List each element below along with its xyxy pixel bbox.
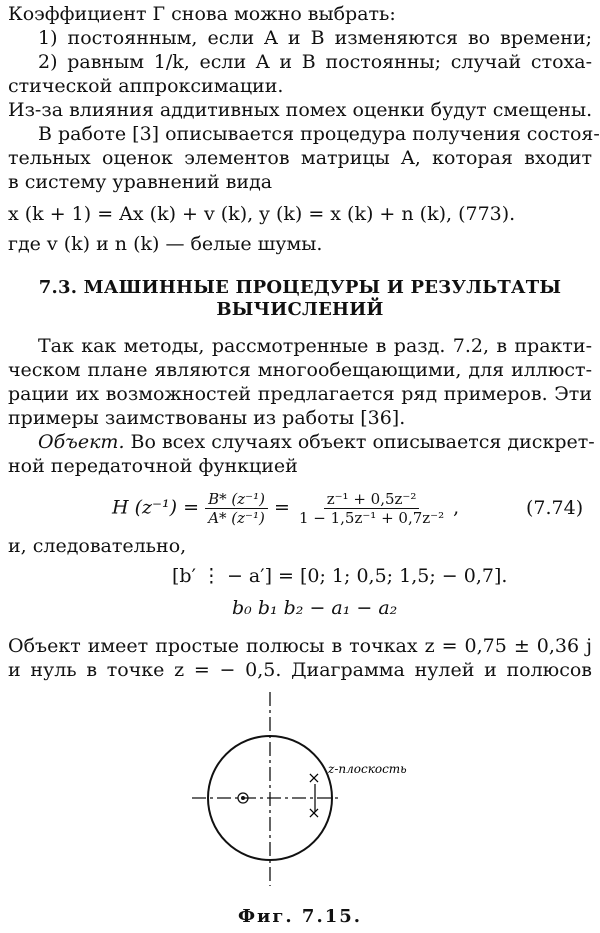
equation-773: x (k + 1) = Ax (k) + v (k), y (k) = x (k) + n (k), (773). [8, 203, 516, 225]
equation-number: (7.74) [526, 497, 584, 519]
text-line: 2) равным 1/k, если A и B постоянны; случай стоха- [38, 51, 592, 73]
text-line: и, следовательно, [8, 535, 187, 557]
z-plane-label: z-плоскость [328, 762, 407, 776]
equation-774 [112, 490, 459, 527]
zero-marker-dot [241, 796, 245, 800]
pole-marker: × [307, 803, 321, 822]
text-line: где v (k) и n (k) — белые шумы. [8, 233, 323, 255]
italic-term: Объект. [38, 431, 125, 453]
text-line: Из-за влияния аддитивных помех оценки будут смещены. [8, 99, 593, 121]
text-line: Коэффициент Г снова можно выбрать: [8, 3, 396, 25]
figure-caption: Фиг. 7.15. [237, 906, 363, 927]
text-line: рации их возможностей предлагается ряд примеров. Эти [8, 383, 592, 405]
section-title: 7.3. МАШИННЫЕ ПРОЦЕДУРЫ И РЕЗУЛЬТАТЫ [38, 277, 562, 298]
fraction-denominator: A* (z⁻¹) [208, 509, 265, 527]
text-line: в систему уравнений вида [8, 171, 273, 193]
fraction-numerator: z⁻¹ + 0,5z⁻² [324, 490, 420, 509]
pole-marker: × [307, 768, 321, 787]
text-line: тельных оценок элементов матрицы A, которая входит [8, 147, 592, 169]
fraction [205, 490, 268, 527]
section-title: ВЫЧИСЛЕНИЙ [216, 299, 384, 320]
text-line: Так как методы, рассмотренные в разд. 7.2, в практи- [38, 335, 592, 357]
pole-zero-diagram [0, 690, 600, 890]
equals-sign: = [274, 496, 290, 519]
vector-labels: b₀ b₁ b₂ − a₁ − a₂ [232, 597, 398, 619]
text-line: В работе [3] описывается процедура получения состоя- [38, 123, 600, 145]
fraction [296, 490, 447, 527]
text-line: Объект имеет простые полюсы в точках z = 0,75 ± 0,36 j [8, 635, 592, 657]
fraction-denominator: 1 − 1,5z⁻¹ + 0,7z⁻² [298, 509, 445, 527]
equation-comma: , [453, 496, 460, 519]
text-line: примеры заимствованы из работы [36]. [8, 407, 406, 429]
vector-equation: [b′ ⋮ − a′] = [0; 1; 0,5; 1,5; − 0,7]. [172, 565, 508, 587]
fraction-numerator: B* (z⁻¹) [205, 490, 268, 509]
text-line: ческом плане являются многообещающими, для иллюст- [8, 359, 592, 381]
text-run: Во всех случаях объект описывается дискрет- [124, 431, 595, 453]
text-line: и нуль в точке z = − 0,5. Диаграмма нулей и полюсов [8, 659, 592, 681]
equation-lhs: H (z⁻¹) = [112, 496, 200, 519]
text-line [38, 430, 595, 454]
text-line: 1) постоянным, если A и B изменяются во времени; [38, 27, 592, 49]
text-line: ной передаточной функцией [8, 455, 298, 477]
text-line: стической аппроксимации. [8, 75, 284, 97]
